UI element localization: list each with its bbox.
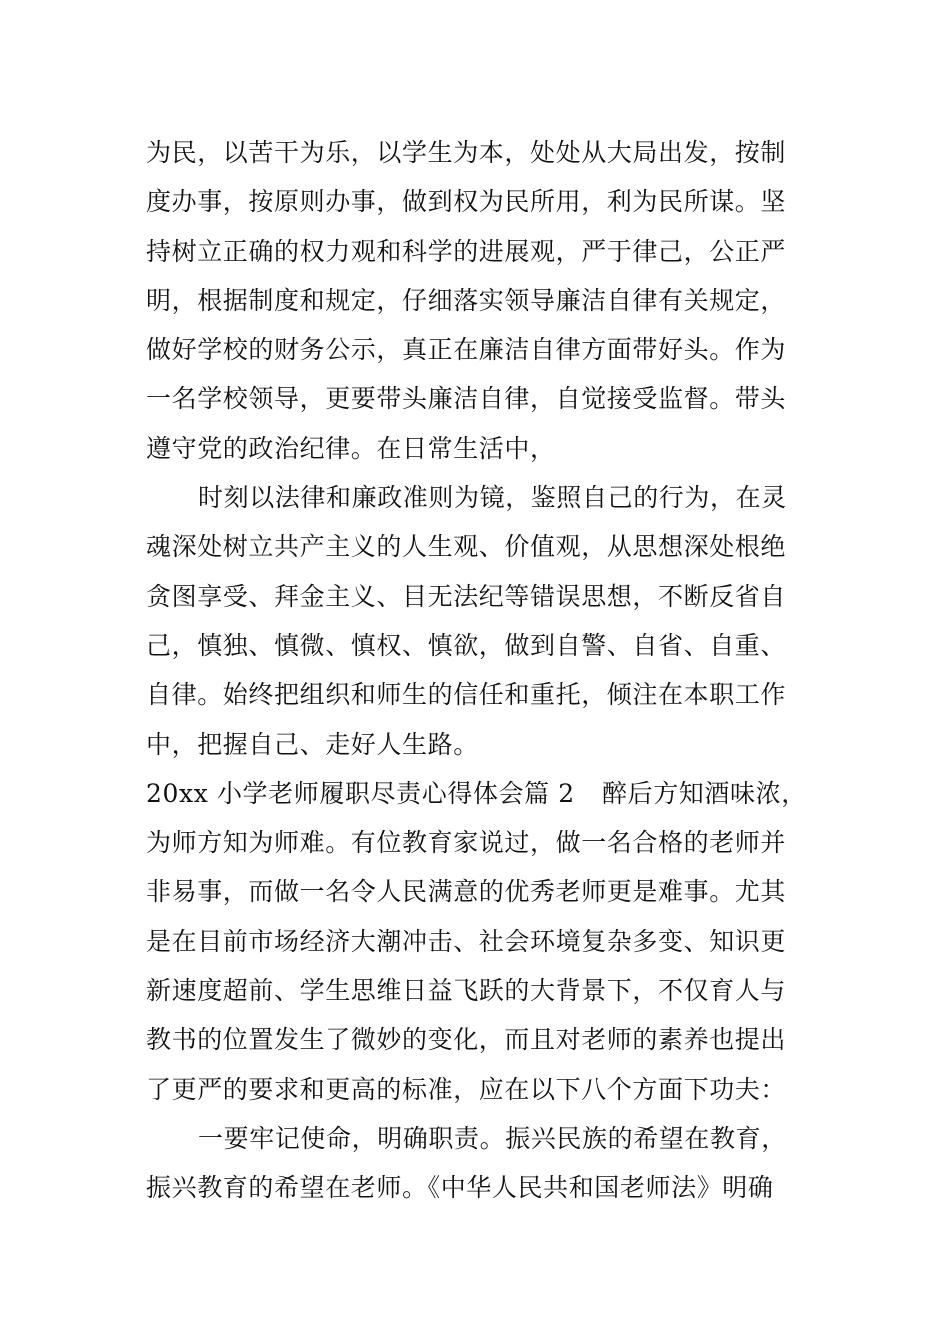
text-line: 己，慎独、慎微、慎权、慎欲，做到自警、自省、自重、 (146, 630, 787, 660)
document-page (146, 128, 806, 1213)
paragraph-lead-text: 醉后方知酒味浓， (602, 778, 807, 808)
text-line: 魂深处树立共产主义的人生观、价值观，从思想深处根绝 (146, 532, 787, 562)
section-heading-line (146, 769, 806, 818)
text-line: 遵守党的政治纪律。在日常生活中， (146, 433, 556, 463)
text-line: 振兴教育的希望在老师。《中华人民共和国老师法》明确 (146, 1173, 774, 1203)
paragraph-2 (146, 473, 806, 769)
text-line: 做好学校的财务公示，真正在廉洁自律方面带好头。作为 (146, 335, 787, 365)
text-line: 教书的位置发生了微妙的变化，而且对老师的素养也提出 (146, 1025, 787, 1055)
section-title: 20xx 小学老师履职尽责心得体会篇 2 (146, 778, 575, 808)
text-line: 自律。始终把组织和师生的信任和重托，倾注在本职工作 (146, 680, 787, 710)
text-line: 了更严的要求和更高的标准，应在以下八个方面下功夫： (146, 1074, 787, 1104)
text-line: 一要牢记使命，明确职责。振兴民族的希望在教育， (198, 1123, 787, 1153)
paragraph-1 (146, 128, 806, 473)
text-line: 为民，以苦干为乐，以学生为本，处处从大局出发，按制 (146, 138, 787, 167)
text-line: 非易事，而做一名令人民满意的优秀老师更是难事。尤其 (146, 877, 787, 907)
text-line: 时刻以法律和廉政准则为镜，鉴照自己的行为，在灵 (198, 483, 787, 513)
text-line: 持树立正确的权力观和科学的进展观，严于律己，公正严 (146, 236, 787, 266)
text-line: 贪图享受、拜金主义、目无法纪等错误思想，不断反省自 (146, 581, 787, 611)
text-line: 是在目前市场经济大潮冲击、社会环境复杂多变、知识更 (146, 926, 787, 956)
text-line: 一名学校领导，更要带头廉洁自律，自觉接受监督。带头 (146, 384, 787, 414)
text-line: 度办事，按原则办事，做到权为民所用，利为民所谋。坚 (146, 187, 787, 217)
text-line: 明，根据制度和规定，仔细落实领导廉洁自律有关规定， (146, 285, 787, 315)
paragraph-4 (146, 1114, 806, 1213)
text-line: 为师方知为师难。有位教育家说过，做一名合格的老师并 (146, 828, 787, 858)
paragraph-3 (146, 769, 806, 1114)
text-line: 新速度超前、学生思维日益飞跃的大背景下，不仅育人与 (146, 976, 787, 1006)
text-line: 中，把握自己、走好人生路。 (146, 729, 479, 759)
